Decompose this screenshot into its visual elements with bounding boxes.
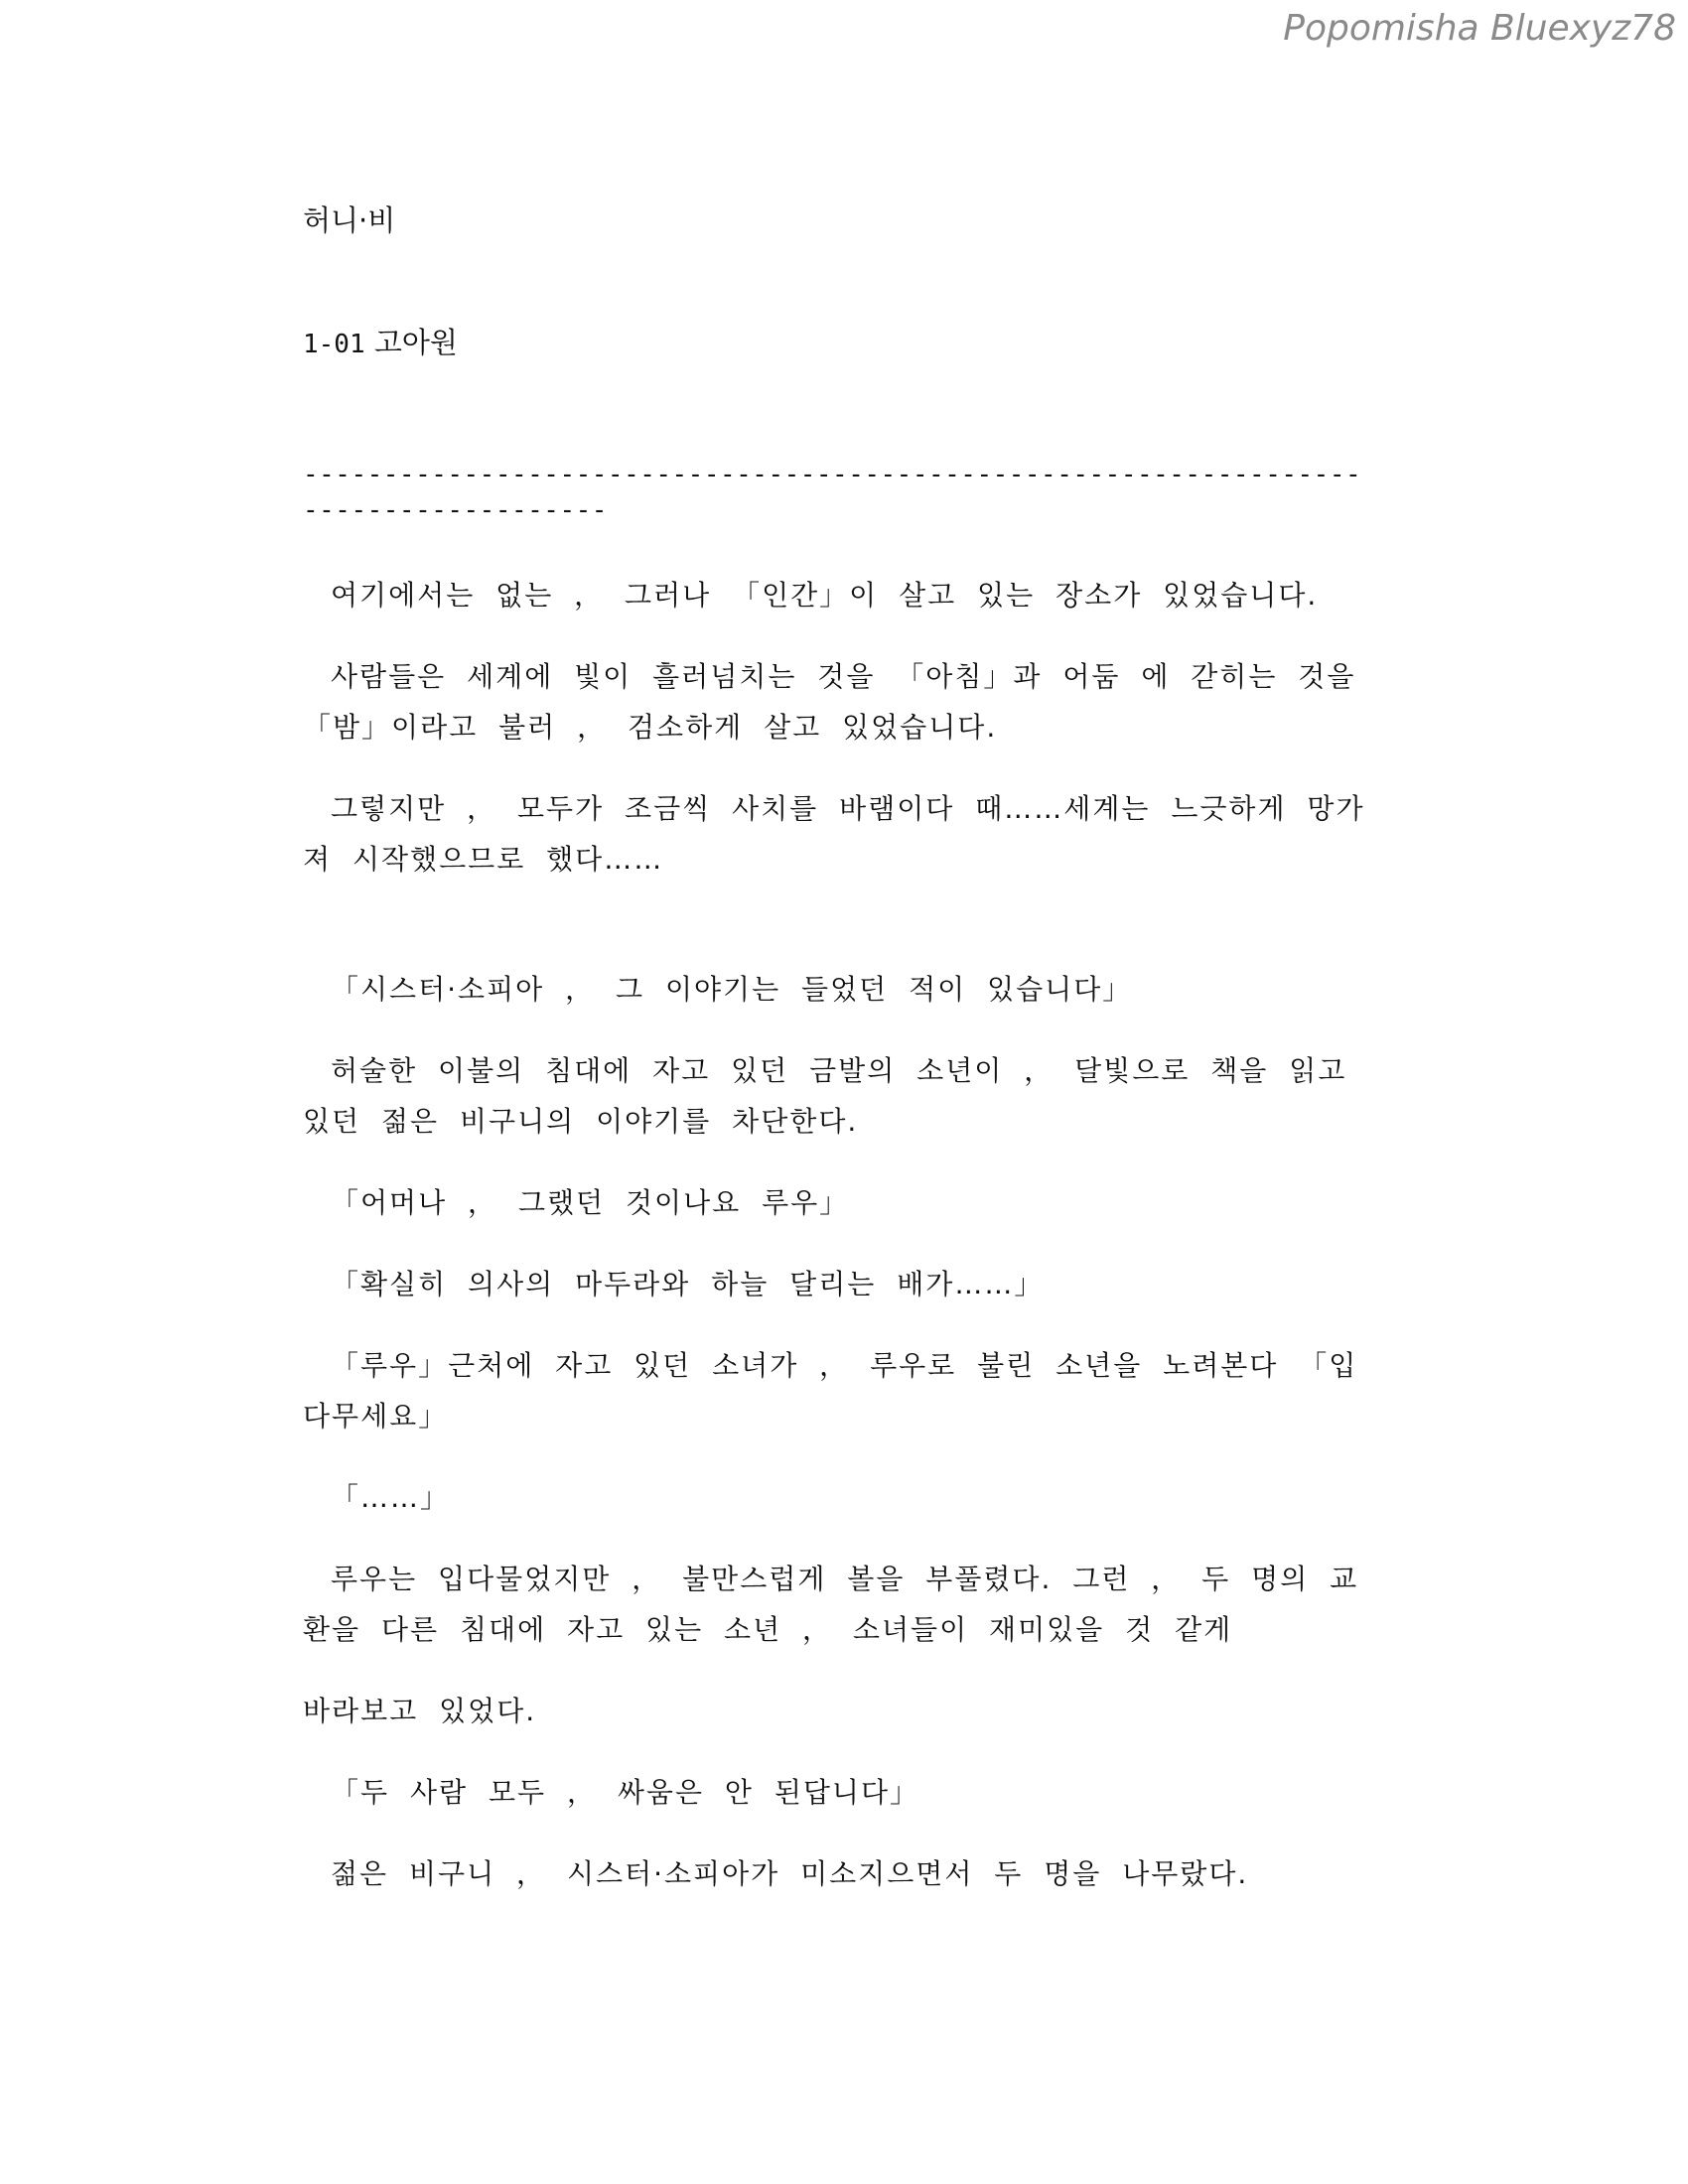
paragraph: 「두 사람 모두 ， 싸움은 안 된답니다」 (331, 1776, 920, 1809)
paragraph: 「시스터·소피아 ， 그 이야기는 들었던 적이 있습니다」 (331, 973, 1133, 1006)
paragraph: 「확실히 의사의 마두라와 하늘 달리는 배가……」 (331, 1268, 1045, 1300)
watermark: Popomisha Bluexyz78 (1283, 8, 1676, 49)
paragraph: 루우는 입다물었지만 ， 불만스럽게 볼을 부풀렸다. 그런 ， 두 명의 교환을 다른 침대에 자고 있는 소년 ， 소녀들이 재미있을 것 같게 (303, 1563, 1359, 1646)
document-body (303, 199, 1375, 1899)
separator-rule: ------------------------------------------------------------------------------------- (303, 460, 1362, 525)
paragraph: 「어머나 ， 그랬던 것이나요 루우」 (331, 1186, 850, 1219)
paragraph: 사람들은 세계에 빛이 흘러넘치는 것을 「아침」과 어둠 에 갇히는 것을 「밤」이라고 불러 ， 검소하게 살고 있었습니다. (303, 660, 1356, 744)
paragraph: 「루우」근처에 자고 있던 소녀가 ， 루우로 불린 소년을 노려본다 「입다무세요」 (303, 1349, 1358, 1433)
paragraph: 바라보고 있었다. (303, 1695, 537, 1727)
chapter-number: 1-01 (303, 330, 365, 359)
paragraph: 「……」 (331, 1481, 451, 1514)
paragraph: 젊은 비구니 ， 시스터·소피아가 미소지으면서 두 명을 나무랐다. (331, 1857, 1249, 1890)
paragraph: 여기에서는 없는 ， 그러나 「인간」이 살고 있는 장소가 있었습니다. (331, 579, 1319, 612)
chapter-title: 고아원 (373, 326, 458, 359)
paragraph: 그렇지만 ， 모두가 조금씩 사치를 바램이다 때……세계는 느긋하게 망가져 시작했으므로 했다…… (303, 792, 1365, 876)
paragraph: 허술한 이불의 침대에 자고 있던 금발의 소년이 ， 달빛으로 책을 읽고 있던 젊은 비구니의 이야기를 차단한다. (303, 1054, 1347, 1138)
book-title: 허니·비 (303, 204, 396, 237)
chapter-heading (303, 321, 1375, 366)
